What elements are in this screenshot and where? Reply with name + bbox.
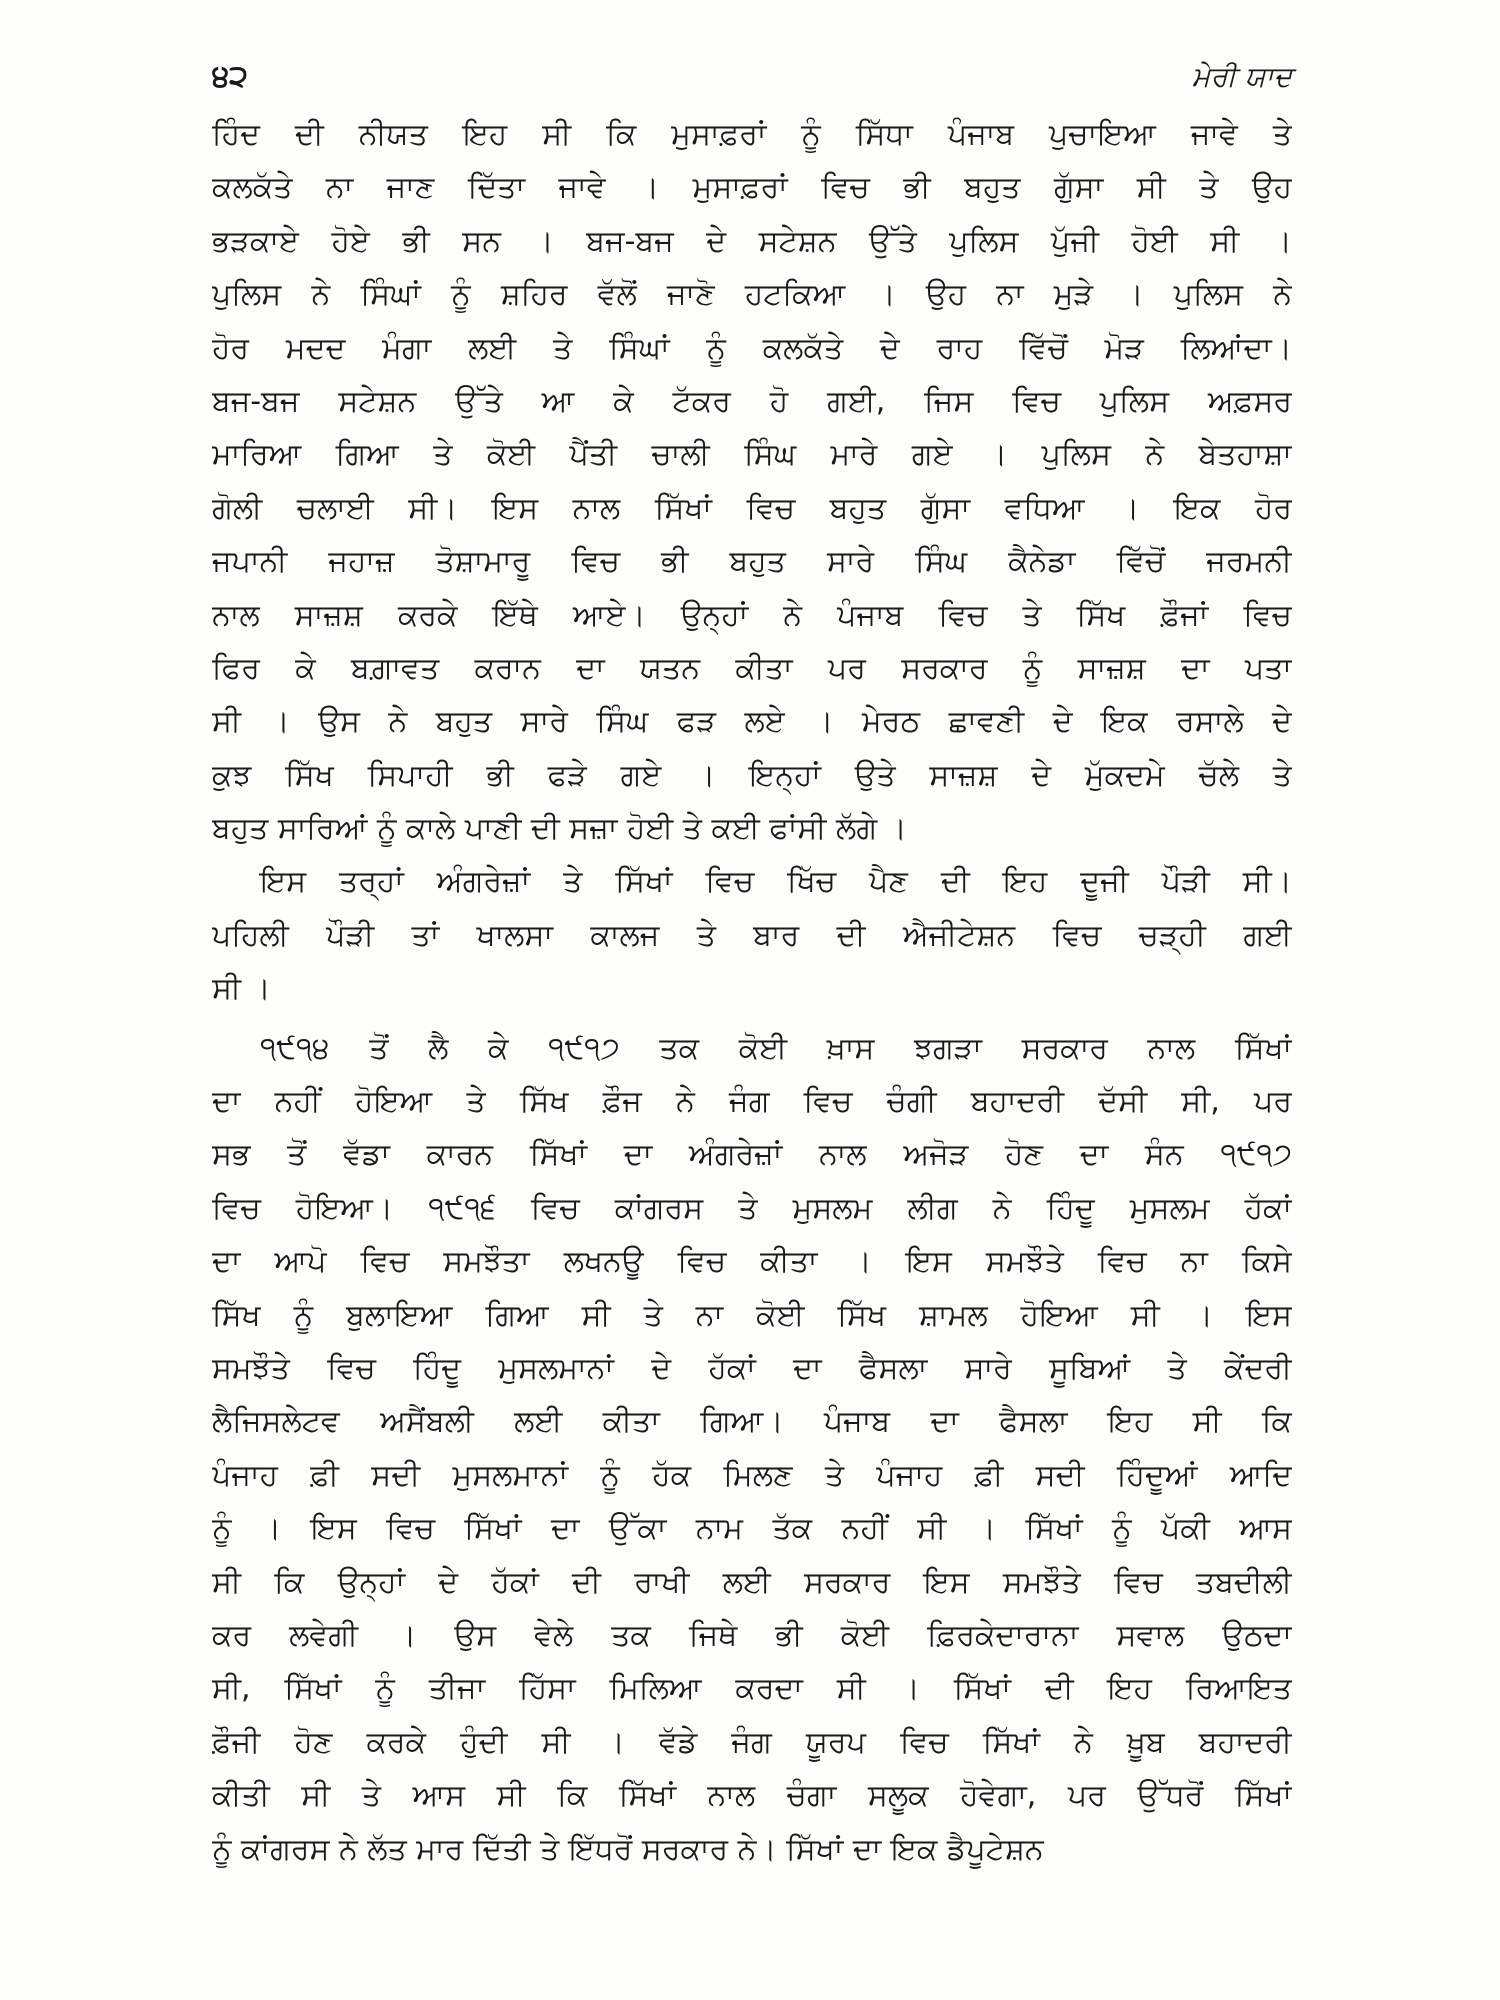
text-line: ਵਿਚ ਹੋਇਆ। ੧੯੧੬ ਵਿਚ ਕਾਂਗਰਸ ਤੇ ਮੁਸਲਮ ਲੀਗ ਨੇ ਹਿੰਦੂ ਮੁਸਲਮ ਹੱਕਾਂ [212,1190,1292,1226]
text-line: ਜਪਾਨੀ ਜਹਾਜ਼ ਤੋਸ਼ਾਮਾਰੂ ਵਿਚ ਭੀ ਬਹੁਤ ਸਾਰੇ ਸਿੰਘ ਕੈਨੇਡਾ ਵਿੱਚੋਂ ਜਰਮਨੀ [212,544,1292,580]
text-line: ਨੂੰ । ਇਸ ਵਿਚ ਸਿੱਖਾਂ ਦਾ ਉੱਕਾ ਨਾਮ ਤੱਕ ਨਹੀਂ ਸੀ । ਸਿੱਖਾਂ ਨੂੰ ਪੱਕੀ ਆਸ [212,1511,1292,1547]
page-number: ੪੨ [212,59,248,94]
text-line: ਪੁਲਿਸ ਨੇ ਸਿੰਘਾਂ ਨੂੰ ਸ਼ਹਿਰ ਵੱਲੋਂ ਜਾਣੋ ਹਟਕਿਆ । ਉਹ ਨਾ ਮੁੜੇ । ਪੁਲਿਸ ਨੇ [212,277,1292,313]
text-line: ਹੋਰ ਮਦਦ ਮੰਗਾ ਲਈ ਤੇ ਸਿੰਘਾਂ ਨੂੰ ਕਲਕੱਤੇ ਦੇ ਰਾਹ ਵਿੱਚੋਂ ਮੋੜ ਲਿਆਂਦਾ। [212,330,1292,366]
text-line: ਫ਼ੌਜੀ ਹੋਣ ਕਰਕੇ ਹੁੰਦੀ ਸੀ । ਵੱਡੇ ਜੰਗ ਯੂਰਪ ਵਿਚ ਸਿੱਖਾਂ ਨੇ ਖ਼ੂਬ ਬਹਾਦਰੀ [212,1724,1292,1760]
text-line: ਕੁਝ ਸਿੱਖ ਸਿਪਾਹੀ ਭੀ ਫੜੇ ਗਏ । ਇਨ੍ਹਾਂ ਉਤੇ ਸਾਜ਼ਸ਼ ਦੇ ਮੁੱਕਦਮੇ ਚੱਲੇ ਤੇ [212,757,1292,793]
text-line: ਹਿੰਦ ਦੀ ਨੀਯਤ ਇਹ ਸੀ ਕਿ ਮੁਸਾਫ਼ਰਾਂ ਨੂੰ ਸਿੱਧਾ ਪੰਜਾਬ ਪੁਚਾਇਆ ਜਾਵੇ ਤੇ [212,117,1292,152]
text-line: ਫਿਰ ਕੇ ਬਗ਼ਾਵਤ ਕਰਾਨ ਦਾ ਯਤਨ ਕੀਤਾ ਪਰ ਸਰਕਾਰ ਨੂੰ ਸਾਜ਼ਸ਼ ਦਾ ਪਤਾ [212,650,1292,686]
text-line: ਸਭ ਤੋਂ ਵੱਡਾ ਕਾਰਨ ਸਿੱਖਾਂ ਦਾ ਅੰਗਰੇਜ਼ਾਂ ਨਾਲ ਅਜੋੜ ਹੋਣ ਦਾ ਸੰਨ ੧੯੧੭ [212,1137,1292,1173]
text-line: ਸਿੱਖ ਨੂੰ ਬੁਲਾਇਆ ਗਿਆ ਸੀ ਤੇ ਨਾ ਕੋਈ ਸਿੱਖ ਸ਼ਾਮਲ ਹੋਇਆ ਸੀ । ਇਸ [212,1297,1292,1333]
text-line: ਸੀ ਕਿ ਉਨ੍ਹਾਂ ਦੇ ਹੱਕਾਂ ਦੀ ਰਾਖੀ ਲਈ ਸਰਕਾਰ ਇਸ ਸਮਝੌਤੇ ਵਿਚ ਤਬਦੀਲੀ [212,1564,1292,1600]
text-line: ਦਾ ਨਹੀਂ ਹੋਇਆ ਤੇ ਸਿੱਖ ਫ਼ੌਜ ਨੇ ਜੰਗ ਵਿਚ ਚੰਗੀ ਬਹਾਦਰੀ ਦੱਸੀ ਸੀ, ਪਰ [212,1084,1292,1120]
text-line: ਮਾਰਿਆ ਗਿਆ ਤੇ ਕੋਈ ਪੈਂਤੀ ਚਾਲੀ ਸਿੰਘ ਮਾਰੇ ਗਏ । ਪੁਲਿਸ ਨੇ ਬੇਤਹਾਸ਼ਾ [212,437,1292,473]
text-line: ਨਾਲ ਸਾਜ਼ਸ਼ ਕਰਕੇ ਇੱਥੇ ਆਏ। ਉਨ੍ਹਾਂ ਨੇ ਪੰਜਾਬ ਵਿਚ ਤੇ ਸਿੱਖ ਫ਼ੌਜਾਂ ਵਿਚ [212,597,1292,633]
text-line: ਪੰਜਾਹ ਫ਼ੀ ਸਦੀ ਮੁਸਲਮਾਨਾਂ ਨੂੰ ਹੱਕ ਮਿਲਣ ਤੇ ਪੰਜਾਹ ਫ਼ੀ ਸਦੀ ਹਿੰਦੂਆਂ ਆਦਿ [212,1457,1292,1493]
page-header [212,52,1292,102]
text-line: ਨੂੰ ਕਾਂਗਰਸ ਨੇ ਲੱਤ ਮਾਰ ਦਿੱਤੀ ਤੇ ਇੱਧਰੋਂ ਸਰਕਾਰ ਨੇ। ਸਿੱਖਾਂ ਦਾ ਇਕ ਡੈਪੂਟੇਸ਼ਨ [212,1831,1044,1867]
paragraph [212,1022,1292,1876]
text-line: ਸੀ । ਉਸ ਨੇ ਬਹੁਤ ਸਾਰੇ ਸਿੰਘ ਫੜ ਲਏ । ਮੇਰਠ ਛਾਵਣੀ ਦੇ ਇਕ ਰਸਾਲੇ ਦੇ [212,704,1292,740]
text-line: ਸਮਝੌਤੇ ਵਿਚ ਹਿੰਦੂ ਮੁਸਲਮਾਨਾਂ ਦੇ ਹੱਕਾਂ ਦਾ ਫੈਸਲਾ ਸਾਰੇ ਸੂਬਿਆਂ ਤੇ ਕੇਂਦਰੀ [212,1350,1292,1386]
paragraph [212,108,1292,855]
text-line: ਸੀ, ਸਿੱਖਾਂ ਨੂੰ ਤੀਜਾ ਹਿੱਸਾ ਮਿਲਿਆ ਕਰਦਾ ਸੀ । ਸਿੱਖਾਂ ਦੀ ਇਹ ਰਿਆਇਤ [212,1671,1292,1707]
text-line: ਕੀਤੀ ਸੀ ਤੇ ਆਸ ਸੀ ਕਿ ਸਿੱਖਾਂ ਨਾਲ ਚੰਗਾ ਸਲੂਕ ਹੋਵੇਗਾ, ਪਰ ਉੱਧਰੋਂ ਸਿੱਖਾਂ [212,1778,1292,1814]
text-line: ਭੜਕਾਏ ਹੋਏ ਭੀ ਸਨ । ਬਜ-ਬਜ ਦੇ ਸਟੇਸ਼ਨ ਉੱਤੇ ਪੁਲਿਸ ਪੁੱਜੀ ਹੋਈ ਸੀ । [212,223,1292,259]
text-line: ਕਲਕੱਤੇ ਨਾ ਜਾਣ ਦਿੱਤਾ ਜਾਵੇ । ਮੁਸਾਫ਼ਰਾਂ ਵਿਚ ਭੀ ਬਹੁਤ ਗੁੱਸਾ ਸੀ ਤੇ ਉਹ [212,170,1292,206]
text-line: ਬਹੁਤ ਸਾਰਿਆਂ ਨੂੰ ਕਾਲੇ ਪਾਣੀ ਦੀ ਸਜ਼ਾ ਹੋਈ ਤੇ ਕਈ ਫਾਂਸੀ ਲੱਗੇ । [212,811,907,847]
text-line: ਸੀ । [212,971,271,1007]
body-text [212,108,1292,1876]
text-line: ਬਜ-ਬਜ ਸਟੇਸ਼ਨ ਉੱਤੇ ਆ ਕੇ ਟੱਕਰ ਹੋ ਗਈ, ਜਿਸ ਵਿਚ ਪੁਲਿਸ ਅਫ਼ਸਰ [212,383,1292,419]
text-line: ੧੯੧੪ ਤੋਂ ਲੈ ਕੇ ੧੯੧੭ ਤਕ ਕੋਈ ਖ਼ਾਸ ਝਗੜਾ ਸਰਕਾਰ ਨਾਲ ਸਿੱਖਾਂ [260,1030,1292,1066]
text-line: ਇਸ ਤਰ੍ਹਾਂ ਅੰਗਰੇਜ਼ਾਂ ਤੇ ਸਿੱਖਾਂ ਵਿਚ ਖਿੱਚ ਪੈਣ ਦੀ ਇਹ ਦੂਜੀ ਪੌੜੀ ਸੀ। [260,864,1292,900]
text-line: ਦਾ ਆਪੋ ਵਿਚ ਸਮਝੌਤਾ ਲਖਨਊ ਵਿਚ ਕੀਤਾ । ਇਸ ਸਮਝੌਤੇ ਵਿਚ ਨਾ ਕਿਸੇ [212,1244,1292,1280]
running-head: ਮੇਰੀ ਯਾਦ [1191,60,1292,93]
paragraph [212,855,1292,1015]
text-line: ਕਰ ਲਵੇਗੀ । ਉਸ ਵੇਲੇ ਤਕ ਜਿਥੇ ਭੀ ਕੋਈ ਫ਼ਿਰਕੇਦਾਰਾਨਾ ਸਵਾਲ ਉਠਦਾ [212,1617,1292,1653]
text-line: ਲੈਜਿਸਲੇਟਵ ਅਸੈਂਬਲੀ ਲਈ ਕੀਤਾ ਗਿਆ। ਪੰਜਾਬ ਦਾ ਫੈਸਲਾ ਇਹ ਸੀ ਕਿ [212,1404,1292,1440]
text-line: ਪਹਿਲੀ ਪੌੜੀ ਤਾਂ ਖਾਲਸਾ ਕਾਲਜ ਤੇ ਬਾਰ ਦੀ ਐਜੀਟੇਸ਼ਨ ਵਿਚ ਚੜ੍ਹੀ ਗਈ [212,917,1292,953]
text-line: ਗੋਲੀ ਚਲਾਈ ਸੀ। ਇਸ ਨਾਲ ਸਿੱਖਾਂ ਵਿਚ ਬਹੁਤ ਗੁੱਸਾ ਵਧਿਆ । ਇਕ ਹੋਰ [212,490,1292,526]
